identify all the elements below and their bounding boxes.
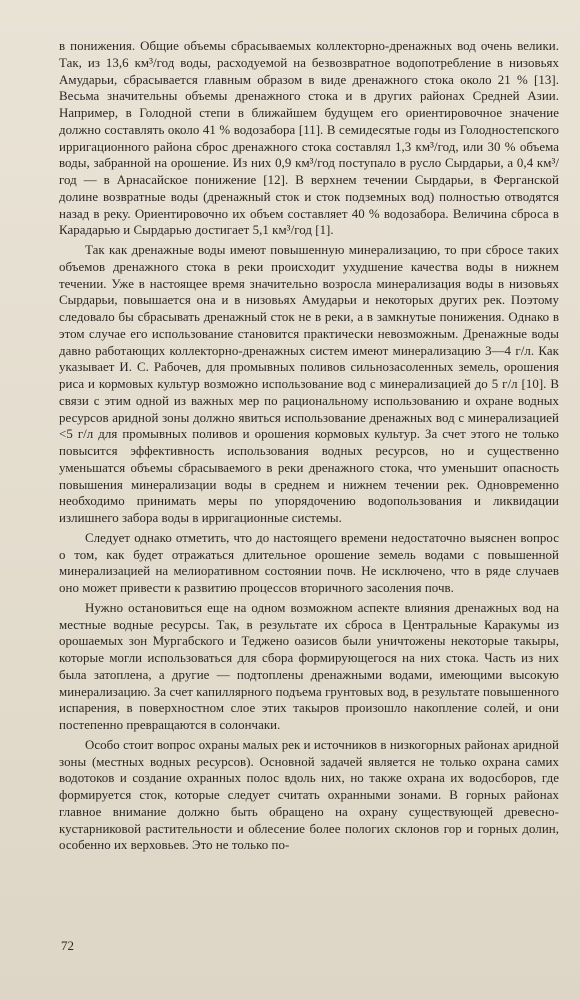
paragraph-small-rivers: Особо стоит вопрос охраны малых рек и источников в низкогорных районах аридной зоны (местных водных ресурсов). Основной задачей является не только охрана самих водотоков и создание охранных полос вдоль них, но также охрана их водосборов, где формируется сток, которые следует считать охранными зонами. В горных районах главное внимание должно быть обращено на охрану существующей древесно-кустарниковой растительности и облесение более пологих склонов гор и горных долин, особенно их верховьев. Это не только по-	[59, 737, 559, 853]
body-text	[59, 38, 559, 854]
paragraph-drainage-mineralization: Так как дренажные воды имеют повышенную минерализацию, то при сбросе таких объемов дренажного стока в реки происходит ухудшение качества воды в нижнем течении. Уже в настоящее время значительно возросла минерализация воды в низовьях Сырдарьи, повышается она и в низовьях Амударьи и некоторых других рек. Поэтому следовало бы сбрасывать дренажный сток не в реки, а в замкнутые понижения. Однако в этом случае его использование становится практически невозможным. Дренажные воды давно работающих коллекторно-дренажных систем имеют минерализацию 3—4 г/л. Как указывает И. С. Рабочев, для промывных поливов сильнозасоленных земель, орошения риса и кормовых культур возможно использование вод с минерализацией до 5 г/л [10]. В связи с этим одной из важных мер по рациональному использованию и охране водных ресурсов аридной зоны должно явиться использование дренажных вод с минерализацией <5 г/л для промывных поливов и орошения кормовых культур. За счет этого не только повысится эффективность использования водных ресурсов, но и существенно уменьшатся объемы сбрасываемого в реки дренажного стока, что уменьшит опасность повышения минерализации воды в среднем и нижнем течении рек. Одновременно необходимо принимать меры по упорядочению водопользования и ликвидации излишнего забора воды в ирригационные системы.	[59, 243, 559, 525]
paragraph-takyr-impact: Нужно остановиться еще на одном возможном аспекте влияния дренажных вод на местные водные ресурсы. Так, в результате их сброса в Центральные Каракумы из орошаемых зон Мургабского и Теджено оазисов были уничтожены некоторые такыры, которые могли использоваться для сбора формирующегося на них стока. Часть из них была затоплена, а другие — подтоплены дренажными водами, имеющими высокую минерализацию. За счет капиллярного подъема грунтовых вод, в результате повышенного испарения, в поверхностном слое этих такыров произошло накопление солей, и они постепенно превращаются в солончаки.	[59, 600, 559, 732]
paragraph-secondary-salinization: Следует однако отметить, что до настоящего времени недостаточно выяснен вопрос о том, как будет отражаться длительное орошение земель водами с повышенной минерализацией на мелиоративном состоянии почв. Не исключено, что в ряде случаев оно может привести к развитию процессов вторичного засоления почв.	[59, 530, 559, 595]
page-number: 72	[61, 938, 74, 953]
paragraph-continued: в понижения. Общие объемы сбрасываемых коллекторно-дренажных вод очень велики. Так, из 13,6 км³/год воды, расходуемой на безвозвратное водопотребление в низовьях Амударьи, сбрасывается главным образом в виде дренажного стока около 21 % [13]. Весьма значительны объемы дренажного стока и в других районах Средней Азии. Например, в Голодной степи в ближайшем будущем его ориентировочное значение должно составлять около 41 % водозабора [11]. В семидесятые годы из Голодностепского ирригационного района сброс дренажного стока составлял 1,3 км³/год, или 30 % объема воды, забранной на орошение. Из них 0,9 км³/год поступало в русло Сырдарьи, а 0,4 км³/год — в Арнасайское понижение [12]. В верхнем течении Сырдарьи, в Ферганской долине возвратные воды (дренажный сток и сток подземных вод) полностью отводятся назад в реку. Ориентировочно их объем составляет 40 % водозабора. Величина сброса в Карадарью и Сырдарью достигает 5,1 км³/год [1].	[59, 39, 559, 238]
